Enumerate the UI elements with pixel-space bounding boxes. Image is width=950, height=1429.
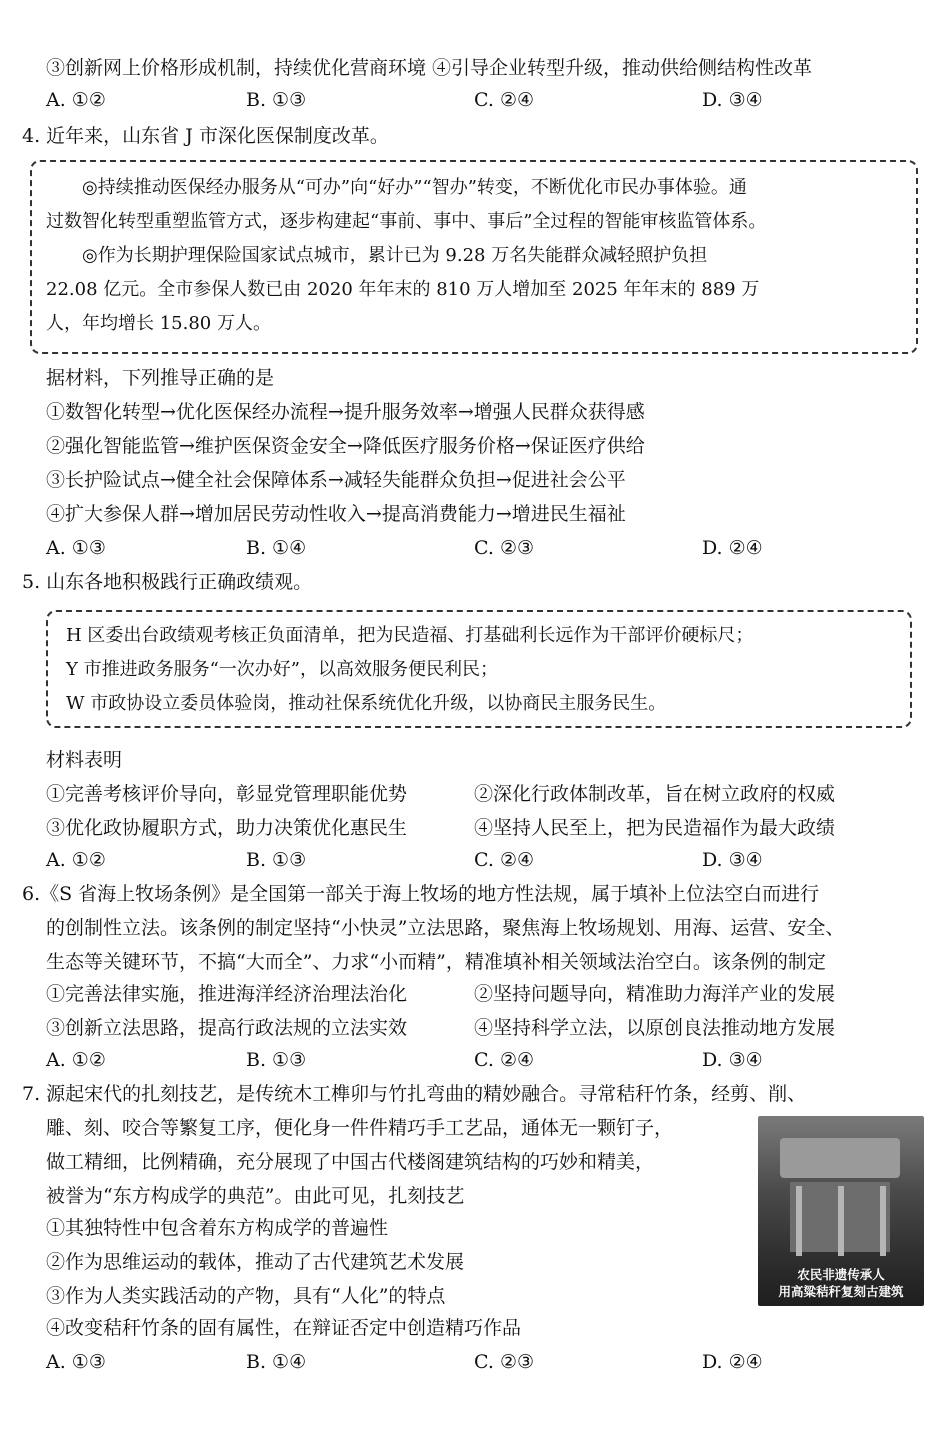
q6-item: ①完善法律实施，推进海洋经济治理法治化 [46,983,408,1005]
q7-stem-line: 7. 源起宋代的扎刻技艺，是传统木工榫卯与竹扎弯曲的精妙融合。寻常秸秆竹条，经剪、削、 [22,1083,807,1105]
q4-item: ④扩大参保人群→增加居民劳动性收入→提高消费能力→增进民生福祉 [46,503,626,525]
q5-item: ①完善考核评价导向，彰显党管理职能优势 [46,783,408,805]
q3-option-d[interactable]: D. ③④ [702,89,763,111]
q3-items-line: ③创新网上价格形成机制，持续优化营商环境 ④引导企业转型升级，推动供给侧结构性改革 [46,57,813,79]
photo-post [838,1186,844,1256]
q7-option-b[interactable]: B. ①④ [246,1351,307,1373]
photo-caption-line: 用高粱秸秆复刻古建筑 [778,1284,904,1299]
q4-option-c[interactable]: C. ②③ [474,537,535,559]
q7-item: ④改变秸秆竹条的固有属性，在辩证否定中创造精巧作品 [46,1317,522,1339]
q6-item: ③创新立法思路，提高行政法规的立法实效 [46,1017,408,1039]
q4-item: ③长护险试点→健全社会保障体系→减轻失能群众负担→促进社会公平 [46,469,626,491]
q5-option-c[interactable]: C. ②④ [474,849,535,871]
q7-stem-line: 被誉为“东方构成学的典范”。由此可见，扎刻技艺 [46,1185,465,1207]
q6-option-b[interactable]: B. ①③ [246,1049,307,1071]
zhake-craft-photo [758,1116,924,1306]
q4-option-d[interactable]: D. ②④ [702,537,763,559]
q6-stem-line: 6.《S 省海上牧场条例》是全国第一部关于海上牧场的地方性法规，属于填补上位法空白而进行 [22,883,820,905]
photo-caption-line: 农民非遗传承人 [797,1267,885,1282]
q5-option-d[interactable]: D. ③④ [702,849,763,871]
q4-item: ②强化智能监管→维护医保资金安全→降低医疗服务价格→保证医疗供给 [46,435,645,457]
q4-stem: 4. 近年来，山东省 J 市深化医保制度改革。 [22,125,389,147]
q6-option-c[interactable]: C. ②④ [474,1049,535,1071]
q3-option-a[interactable]: A. ①② [46,89,106,111]
q3-option-c[interactable]: C. ②④ [474,89,535,111]
q6-stem-line: 生态等关键环节，不搞“大而全”、力求“小而精”，精准填补相关领域法治空白。该条例的制定 [46,951,826,973]
q7-item: ①其独特性中包含着东方构成学的普遍性 [46,1217,389,1239]
q5-question: 材料表明 [46,749,123,771]
q7-stem-line: 雕、刻、咬合等繁复工序，便化身一件件精巧手工艺品，通体无一颗钉子， [46,1117,674,1139]
q3-option-b[interactable]: B. ①③ [246,89,307,111]
q6-option-d[interactable]: D. ③④ [702,1049,763,1071]
q7-option-a[interactable]: A. ①③ [46,1351,106,1373]
q4-option-a[interactable]: A. ①③ [46,537,106,559]
q6-item: ④坚持科学立法，以原创良法推动地方发展 [474,1017,836,1039]
q5-stem: 5. 山东各地积极践行正确政绩观。 [22,571,313,593]
q7-item: ③作为人类实践活动的产物，具有“人化”的特点 [46,1285,446,1307]
photo-caption [758,1266,924,1300]
q5-item: ④坚持人民至上，把为民造福作为最大政绩 [474,817,836,839]
q4-box-line: ◎持续推动医保经办服务从“可办”向“好办”“智办”转变，不断优化市民办事体验。通 [82,177,747,198]
q7-option-c[interactable]: C. ②③ [474,1351,535,1373]
photo-roof-shape [780,1138,900,1178]
q6-item: ②坚持问题导向，精准助力海洋产业的发展 [474,983,836,1005]
q4-box-line: 22.08 亿元。全市参保人数已由 2020 年年末的 810 万人增加至 2025 年年末的 889 万 [46,279,760,300]
q5-box-line: H 区委出台政绩观考核正负面清单，把为民造福、打基础利长远作为干部评价硬标尺； [66,625,754,646]
q6-stem-line: 的创制性立法。该条例的制定坚持“小快灵”立法思路，聚焦海上牧场规划、用海、运营、安全、 [46,917,845,939]
q4-item: ①数智化转型→优化医保经办流程→提升服务效率→增强人民群众获得感 [46,401,645,423]
q5-item: ②深化行政体制改革，旨在树立政府的权威 [474,783,836,805]
photo-post [880,1186,886,1256]
q4-box-line: 过数智化转型重塑监管方式，逐步构建起“事前、事中、事后”全过程的智能审核监管体系。 [46,211,767,232]
q4-question: 据材料，下列推导正确的是 [46,367,275,389]
q5-box-line: Y 市推进政务服务“一次办好”，以高效服务便民利民； [66,659,499,680]
q7-stem-line: 做工精细，比例精确，充分展现了中国古代楼阁建筑结构的巧妙和精美， [46,1151,655,1173]
q6-option-a[interactable]: A. ①② [46,1049,106,1071]
q5-box-line: W 市政协设立委员体验岗，推动社保系统优化升级，以协商民主服务民生。 [66,693,667,714]
q5-item: ③优化政协履职方式，助力决策优化惠民生 [46,817,408,839]
q5-option-b[interactable]: B. ①③ [246,849,307,871]
q5-option-a[interactable]: A. ①② [46,849,106,871]
q7-item: ②作为思维运动的载体，推动了古代建筑艺术发展 [46,1251,465,1273]
q7-option-d[interactable]: D. ②④ [702,1351,763,1373]
q4-option-b[interactable]: B. ①④ [246,537,307,559]
q4-box-line: ◎作为长期护理保险国家试点城市，累计已为 9.28 万名失能群众减轻照护负担 [82,245,708,266]
photo-post [796,1186,802,1256]
q4-box-line: 人，年均增长 15.80 万人。 [46,313,271,334]
